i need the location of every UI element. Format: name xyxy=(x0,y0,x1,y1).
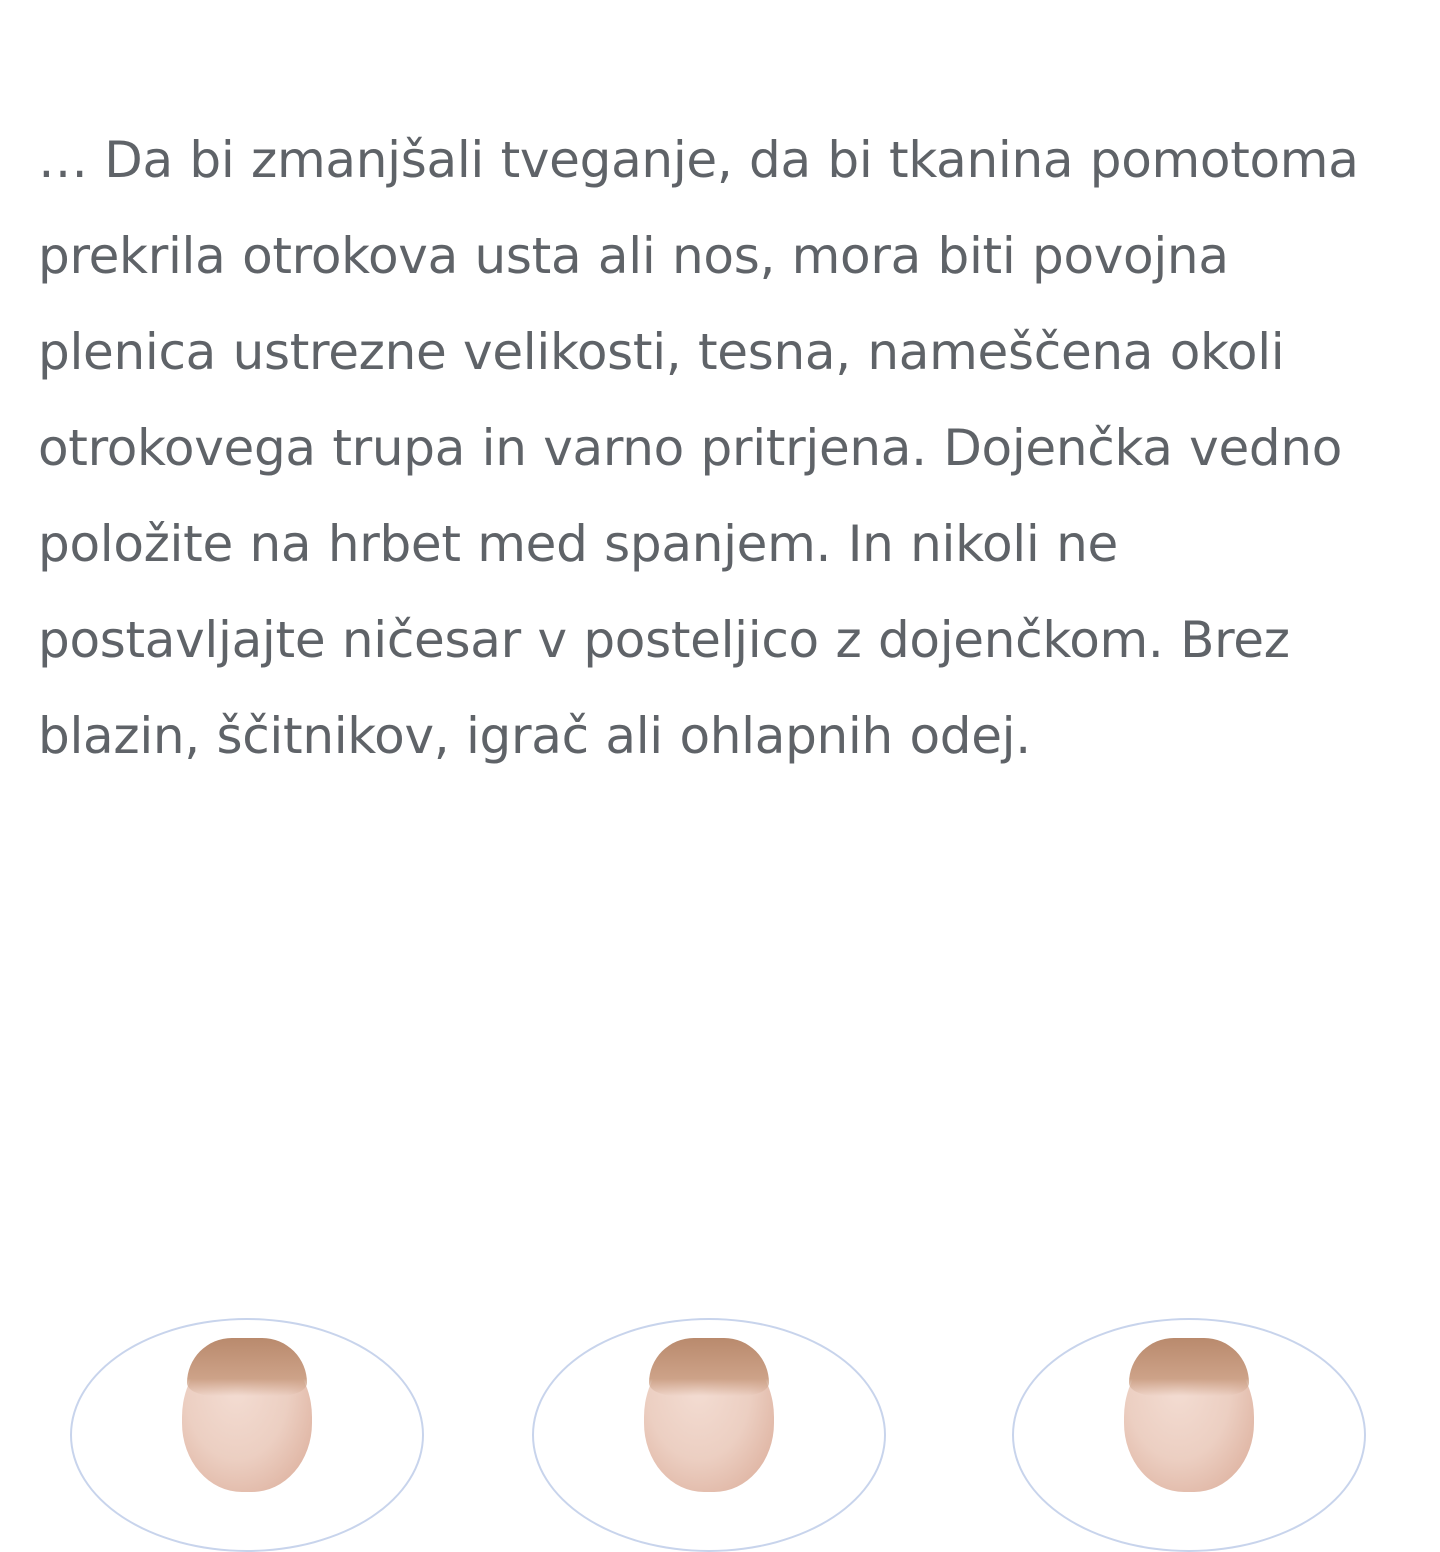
baby-photo-thumbnail-1[interactable] xyxy=(70,1318,424,1552)
article-body xyxy=(38,112,1418,784)
paragraph-text: … Da bi zmanjšali tveganje, da bi tkanina pomotoma prekrila otrokova usta ali nos, mora biti povojna plenica ustrezne velikosti, tesna, nameščena okoli otrokovega trupa in varno pritrjena. Dojenčka vedno položite na hrbet med spanjem. In nikoli ne postavljajte ničesar v posteljico z dojenčkom. Brez blazin, ščitnikov, igrač ali ohlapnih odej. xyxy=(38,131,1359,765)
infant-hair-icon xyxy=(187,1338,307,1396)
infant-hair-icon xyxy=(1129,1338,1249,1396)
baby-photo-thumbnail-2[interactable] xyxy=(532,1318,886,1552)
thumbnail-strip xyxy=(0,1320,1440,1440)
baby-photo-thumbnail-3[interactable] xyxy=(1012,1318,1366,1552)
infant-hair-icon xyxy=(649,1338,769,1396)
